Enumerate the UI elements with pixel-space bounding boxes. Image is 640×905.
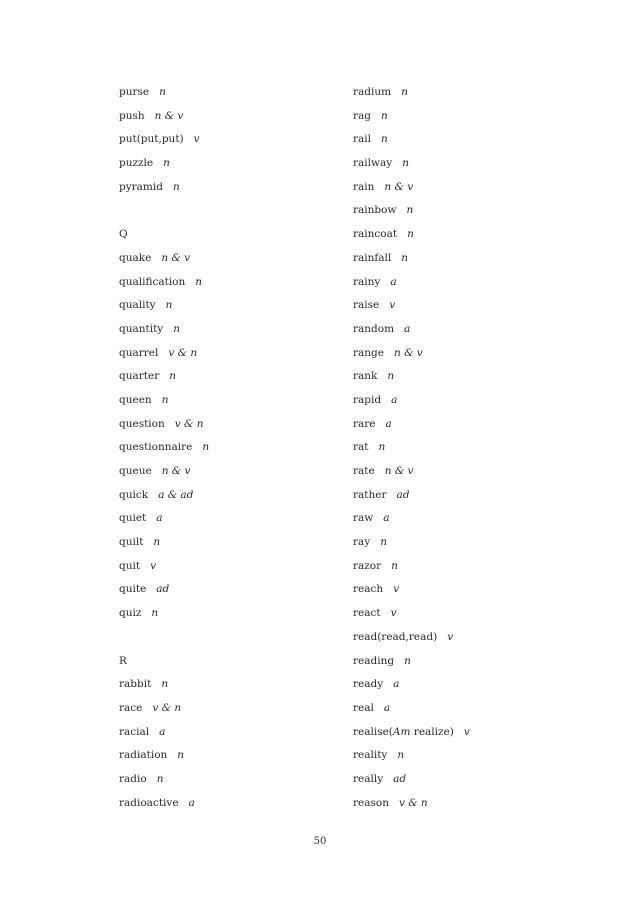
- headword: questionnaire: [119, 441, 193, 454]
- word-entry: [119, 155, 359, 179]
- headword: read(read,read): [353, 630, 438, 643]
- part-of-speech: n: [381, 133, 388, 146]
- part-of-speech: a: [188, 796, 195, 809]
- word-entry: [119, 558, 359, 582]
- part-of-speech: n: [401, 86, 408, 98]
- word-entry: [353, 179, 593, 203]
- word-entry: [353, 108, 593, 132]
- word-entry: [353, 581, 593, 605]
- word-entry: [119, 724, 359, 748]
- word-entry: [119, 629, 359, 653]
- headword: rag: [353, 109, 372, 122]
- word-entry: [119, 345, 359, 369]
- part-of-speech: n: [378, 441, 386, 454]
- part-of-speech: n: [172, 180, 180, 193]
- word-entry: [353, 297, 593, 321]
- part-of-speech: ad: [156, 583, 170, 596]
- word-entry: [119, 392, 359, 416]
- part-of-speech: a: [393, 678, 400, 691]
- part-of-speech: n: [381, 109, 388, 122]
- headword: rabbit: [119, 678, 152, 691]
- headword: puzzle: [119, 157, 154, 170]
- headword: rather: [353, 488, 387, 501]
- part-of-speech: v & n: [398, 796, 428, 809]
- word-entry: [119, 179, 359, 203]
- part-of-speech: v: [393, 583, 400, 596]
- part-of-speech: a: [383, 512, 390, 525]
- part-of-speech: n: [401, 251, 409, 264]
- word-entry: [119, 534, 359, 558]
- word-entry: [119, 131, 359, 155]
- headword: R: [119, 654, 127, 667]
- headword: react: [353, 607, 381, 620]
- headword: really: [353, 772, 384, 785]
- part-of-speech: n & v: [161, 465, 191, 477]
- part-of-speech: v: [390, 607, 397, 620]
- headword: quarrel: [119, 346, 159, 359]
- word-entry: [353, 131, 593, 155]
- word-entry: [353, 676, 593, 700]
- part-of-speech: n & v: [154, 109, 184, 122]
- word-entry: [353, 747, 593, 771]
- headword: quit: [119, 559, 141, 572]
- part-of-speech: n: [163, 157, 170, 170]
- headword: quick: [119, 488, 149, 501]
- headword: real: [353, 701, 374, 714]
- word-entry: [119, 605, 359, 629]
- word-entry: [119, 771, 359, 795]
- part-of-speech: n & v: [384, 465, 414, 477]
- word-entry: [353, 274, 593, 298]
- word-entry: [119, 487, 359, 511]
- word-entry: [353, 416, 593, 440]
- word-entry: [353, 724, 593, 748]
- word-entry: [353, 558, 593, 582]
- part-of-speech: n: [177, 749, 185, 762]
- part-of-speech: n: [165, 299, 173, 312]
- part-of-speech: n: [156, 772, 164, 785]
- right-word-column: [353, 84, 593, 818]
- headword: radium: [353, 86, 392, 98]
- part-of-speech: n: [195, 275, 203, 288]
- word-entry: [353, 392, 593, 416]
- word-entry: [119, 581, 359, 605]
- headword: rain: [353, 180, 375, 193]
- headword: rat: [353, 441, 369, 454]
- part-of-speech: n: [161, 393, 169, 406]
- headword: rail: [353, 133, 371, 146]
- headword: put(put,put): [119, 133, 184, 146]
- headword: reading: [353, 654, 395, 667]
- part-of-speech: n & v: [384, 180, 414, 193]
- part-of-speech: ad: [396, 488, 410, 501]
- headword: rainy: [353, 275, 381, 288]
- word-entry: [353, 463, 593, 487]
- headword: radioactive: [119, 796, 179, 809]
- part-of-speech: v: [463, 725, 470, 738]
- part-of-speech: n: [161, 678, 169, 691]
- headword: queue: [119, 465, 152, 477]
- part-of-speech: n: [202, 441, 210, 454]
- part-of-speech: a: [156, 512, 163, 525]
- headword: pyramid: [119, 180, 163, 193]
- headword: quantity: [119, 322, 164, 335]
- word-entry: [353, 345, 593, 369]
- headword: quake: [119, 251, 152, 264]
- word-entry: [353, 510, 593, 534]
- part-of-speech: v: [193, 133, 200, 146]
- part-of-speech: a: [159, 725, 166, 738]
- word-entry: [119, 795, 359, 819]
- headword: quiz: [119, 607, 142, 620]
- word-entry: [119, 250, 359, 274]
- part-of-speech: v: [389, 299, 396, 312]
- word-entry: [119, 463, 359, 487]
- part-of-speech: n: [387, 370, 395, 383]
- word-entry: [119, 274, 359, 298]
- word-entry: [119, 108, 359, 132]
- american-variant-marker: Am: [392, 725, 411, 738]
- headword: push: [119, 109, 145, 122]
- word-entry: [353, 629, 593, 653]
- headword: qualification: [119, 275, 186, 288]
- part-of-speech: n: [391, 559, 398, 572]
- word-entry: [353, 653, 593, 677]
- headword: racial: [119, 725, 150, 738]
- word-entry: [119, 510, 359, 534]
- headword: radio: [119, 772, 147, 785]
- part-of-speech: n: [407, 228, 414, 241]
- word-entry: [353, 534, 593, 558]
- headword: quarter: [119, 370, 160, 383]
- part-of-speech: a: [390, 275, 397, 288]
- headword: Q: [119, 228, 128, 241]
- word-entry: [119, 416, 359, 440]
- part-of-speech: v & n: [168, 346, 198, 359]
- word-entry: [119, 321, 359, 345]
- part-of-speech: n: [151, 607, 159, 620]
- word-entry: [119, 202, 359, 226]
- word-entry: [119, 84, 359, 108]
- headword: quiet: [119, 512, 147, 525]
- part-of-speech: v: [447, 630, 454, 643]
- part-of-speech: a: [391, 393, 398, 406]
- part-of-speech: a: [404, 322, 411, 335]
- headword: reach: [353, 583, 384, 596]
- headword: random: [353, 322, 395, 335]
- headword: purse: [119, 86, 150, 98]
- headword: quality: [119, 299, 156, 312]
- word-entry: [353, 700, 593, 724]
- part-of-speech: v & n: [152, 701, 182, 714]
- word-entry: [119, 439, 359, 463]
- part-of-speech: n & v: [393, 346, 423, 359]
- headword: queen: [119, 393, 152, 406]
- word-entry: [353, 155, 593, 179]
- headword: question: [119, 417, 165, 430]
- headword: raincoat: [353, 228, 398, 241]
- headword: railway: [353, 157, 393, 170]
- word-entry: [353, 487, 593, 511]
- headword: rainbow: [353, 204, 397, 217]
- headword: race: [119, 701, 143, 714]
- headword: realise(Am realize): [353, 725, 454, 738]
- part-of-speech: n: [380, 536, 387, 549]
- part-of-speech: n: [159, 86, 166, 98]
- page-number: 50: [313, 836, 327, 847]
- headword: ray: [353, 536, 371, 549]
- headword: rapid: [353, 393, 382, 406]
- headword: ready: [353, 678, 384, 691]
- part-of-speech: v: [150, 559, 156, 572]
- headword: rank: [353, 370, 378, 383]
- word-entry: [353, 226, 593, 250]
- part-of-speech: n: [404, 654, 411, 667]
- word-entry: [353, 250, 593, 274]
- headword: range: [353, 346, 384, 359]
- part-of-speech: n: [169, 370, 176, 383]
- headword: reality: [353, 749, 388, 762]
- part-of-speech: n & v: [161, 251, 191, 264]
- part-of-speech: a: [383, 701, 391, 714]
- word-entry: [119, 653, 359, 677]
- part-of-speech: n: [153, 536, 161, 549]
- part-of-speech: v & n: [174, 417, 204, 430]
- headword: quilt: [119, 536, 144, 549]
- headword: reason: [353, 796, 389, 809]
- part-of-speech: n: [173, 322, 181, 335]
- part-of-speech: n: [406, 204, 414, 217]
- headword: raise: [353, 299, 380, 312]
- part-of-speech: n: [397, 749, 405, 762]
- word-entry: [119, 747, 359, 771]
- word-entry: [119, 676, 359, 700]
- part-of-speech: ad: [393, 772, 407, 785]
- left-word-column: [119, 84, 359, 818]
- word-entry: [353, 439, 593, 463]
- word-entry: [353, 795, 593, 819]
- headword: raw: [353, 512, 374, 525]
- part-of-speech: a & ad: [158, 488, 194, 501]
- part-of-speech: n: [402, 157, 409, 170]
- headword: razor: [353, 559, 382, 572]
- headword: quite: [119, 583, 147, 596]
- word-entry: [353, 202, 593, 226]
- word-entry: [119, 297, 359, 321]
- word-entry: [353, 605, 593, 629]
- headword: rate: [353, 465, 375, 477]
- word-entry: [353, 771, 593, 795]
- word-entry: [119, 226, 359, 250]
- word-entry: [353, 368, 593, 392]
- word-entry: [119, 700, 359, 724]
- word-entry: [119, 368, 359, 392]
- part-of-speech: a: [385, 417, 392, 430]
- word-entry: [353, 84, 593, 108]
- headword: rainfall: [353, 251, 392, 264]
- headword: radiation: [119, 749, 168, 762]
- headword: rare: [353, 417, 376, 430]
- word-entry: [353, 321, 593, 345]
